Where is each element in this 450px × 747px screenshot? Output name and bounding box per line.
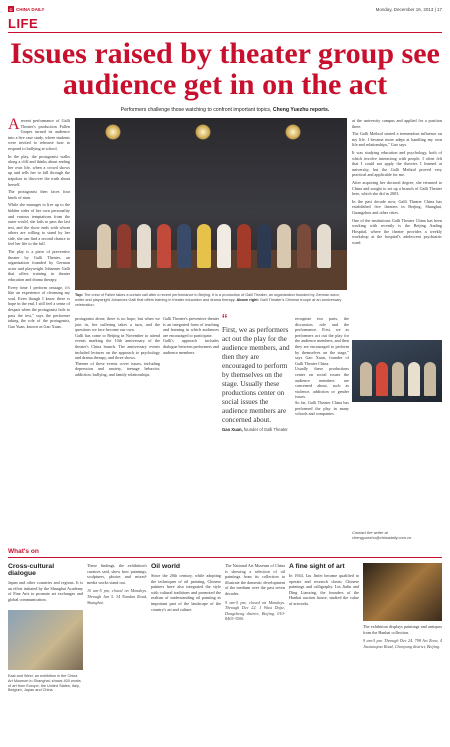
stage-photo bbox=[75, 118, 347, 290]
event-item-continued bbox=[87, 563, 147, 605]
byline: Cheng Yuezhu reports. bbox=[272, 107, 330, 113]
whats-on-header: What's on bbox=[8, 548, 442, 558]
stage-light-icon bbox=[195, 124, 211, 140]
paragraph: Galli Theater's preventive theater is an integrated form of teaching and learning in which audiences are encouraged to participate. bbox=[163, 316, 219, 338]
paragraph: In the past decade now, Galli Theater China has established five theaters in Beijing, Shanghai, Guangzhou and other cities. bbox=[352, 198, 442, 215]
paragraph: Galli has come to Beijing in November to attend events marking the 10th anniversary of the theater's China branch. The anniversary events included lectures on the approach to psychology and drama therapy, and three shows. bbox=[75, 332, 160, 361]
exhibition-caption: East and West, an exhibition in the China Art Museum in Shanghai, shows 400 works of art from Europe, the United States, Italy, Belgium, Japan and China. bbox=[8, 674, 81, 693]
paragraph: Themes of these events cover issues, including depression and anxiety, teenage behavior, addiction, bullying, and family relationships. bbox=[75, 360, 160, 377]
paragraph: Usually these productions center on social issues the audience members are concerned about, such as violence, addiction or gender issues. bbox=[295, 366, 349, 400]
event-item bbox=[289, 563, 359, 607]
masthead-logo bbox=[8, 6, 44, 12]
performer-figure bbox=[177, 224, 191, 268]
paragraph: It was studying education and psychology, both of which involve interacting with people. I often felt that I could not apply the theories I learned at university, but the Galli Method proved very practical and applicable for me. bbox=[352, 149, 442, 178]
paragraph: So far, Galli Theater China has performed the play in many schools and companies. bbox=[295, 399, 349, 417]
paragraph: While she manages to live up to the hidden sides of her own personality and various temptations from the outer world, she fails to pass the last test, and the show ends with whom others are willing to stand by her side, she can find a second chance to feel her life to the full. bbox=[8, 202, 70, 247]
performer-figure bbox=[137, 224, 151, 268]
article-column-2 bbox=[75, 316, 160, 378]
caption-text: The crew of Fallen takes a curtain call after a recent performance in Beijing. It is a production of Galli Theater, an organization founded by German actor, writer and playwright Johannes Galli that offers training in theater education and drama therapy. bbox=[75, 293, 340, 302]
paper-name: CHINA DAILY bbox=[16, 6, 45, 12]
photo-caption bbox=[75, 293, 347, 308]
article-column-4 bbox=[295, 316, 349, 417]
event-text: Japan and other countries and regions. It is an effort initiated by the Shanghai Academy of Fine Arts to promote art exchanges and global communication. bbox=[8, 580, 83, 602]
paragraph: recognize two parts, the discussion, role and the performance. First, we as performers act out the play for the audience members, and then they are encouraged to perform by themselves on the stage," says Gao Xuan, founder of Galli Theater China. bbox=[295, 316, 349, 366]
person-figure bbox=[360, 362, 372, 396]
date-page: Monday, December 16, 2013 | 17 bbox=[375, 6, 442, 12]
pull-quote-attribution bbox=[222, 427, 292, 432]
paragraph: The play is a piece of preventive theater by Galli Theater, an organization founded by German actor and playwright Johannes Galli that offers training in theater education and drama therapy. bbox=[8, 249, 70, 283]
stage-light-icon bbox=[285, 124, 301, 140]
paragraph: at the university campus and applied for a position there. bbox=[352, 118, 442, 129]
section-title: LIFE bbox=[8, 16, 39, 31]
caption-lead: Above right: bbox=[236, 298, 259, 302]
masthead-bar bbox=[8, 4, 442, 14]
lead-paragraph bbox=[8, 118, 70, 152]
event-item bbox=[8, 563, 83, 602]
contact-email[interactable]: chengyuezhu@chinadaily.com.cn bbox=[352, 535, 412, 541]
section-rule bbox=[8, 32, 442, 33]
article-column-left bbox=[8, 118, 70, 331]
paragraph: protagonist alone, there is no hope, but when we join in, her suffering takes a turn, and the questions we face become our own. bbox=[75, 316, 160, 333]
performer-figure bbox=[297, 224, 311, 268]
paragraph: In the play, the protagonist walks along a cliff and thinks about ending her own life, when a crowd shows up and tells her to fall through the trapdoor to discover the truth about herself. bbox=[8, 153, 70, 187]
troupe-photo bbox=[352, 340, 442, 402]
artwork-photo bbox=[363, 563, 442, 621]
pull-quote-name: Gao Xuan, bbox=[222, 427, 243, 432]
paragraph: The Galli Method started a tremendous influence on my life. I became more adept at handling my own life and relationships," Gao says. bbox=[352, 131, 442, 148]
article-column-3 bbox=[163, 316, 219, 355]
dek-text: Performers challenge those watching to confront important topics, bbox=[120, 107, 272, 113]
paragraph: Galli's approach includes dialogue between performers and audience members. bbox=[163, 338, 219, 355]
contact-box bbox=[352, 530, 442, 540]
headline: Issues raised by theater group see audience get in on the act bbox=[10, 37, 440, 101]
article-column-right bbox=[352, 118, 442, 247]
event-title: Oil world bbox=[151, 563, 181, 570]
paragraph: One of the institutions Galli Theater China has been working with recently is the Beijing Anding Hospital, where the theater provides a weekly workshop at the hospital's adolescent psychiatric ward. bbox=[352, 217, 442, 245]
event-text: In 1944, Liu Jinfei became qualified to operate and research classic Chinese paintings and calligraphy. Lin Jialin and Ding Lianxing, the founders of the Hanhai auction house, studied the value of artworks. bbox=[289, 573, 359, 606]
person-figure bbox=[392, 362, 404, 396]
event-text: The exhibition displays paintings and antiques from the Hanhai collection. bbox=[363, 624, 442, 635]
paragraph: After acquiring her doctoral degree, she returned to China and sought to set up a branch of Galli Theater here, which she did in 2003. bbox=[352, 179, 442, 197]
person-figure bbox=[408, 362, 420, 396]
performer-figure bbox=[257, 224, 271, 268]
contact-label: Contact the writer at bbox=[352, 530, 388, 535]
china-daily-logo-icon: C bbox=[9, 6, 13, 12]
person-figure bbox=[424, 362, 436, 396]
paragraph: The protagonist then faces four kinds of man. bbox=[8, 189, 70, 200]
quote-mark-icon: “ bbox=[222, 312, 228, 329]
pull-quote-role: founder of Galli Theater bbox=[243, 427, 288, 432]
person-figure bbox=[376, 362, 388, 396]
event-title: A fine sight of art bbox=[289, 563, 345, 570]
lead-text: recent performance of Galli Theater's production Fallen Grapes turned its audience into a live case study, where students were invited to rehearse how to respond to bullying at school. bbox=[8, 118, 70, 151]
performer-figure bbox=[277, 224, 291, 268]
stage-light-icon bbox=[105, 124, 121, 140]
caption-text: Galli Theater's Chinese troupe at an anniversary celebration. bbox=[75, 298, 342, 307]
performer-figure bbox=[157, 224, 171, 268]
performer-figure bbox=[217, 224, 231, 268]
event-item bbox=[151, 563, 221, 612]
performer-figure bbox=[237, 224, 251, 268]
event-text: Since the 20th century, while adopting the techniques of oil painting, Chinese painters have also integrated the style with cultural traditions and promoted the realism of understanding oil painting as important part of the landscape of the country's art and culture. bbox=[151, 573, 221, 612]
event-info: 9 am-5 pm. Through Dec 24. 798 Art Zone, 4 Jiuxianqiao Road, Chaoyang district, Beijing. bbox=[363, 638, 442, 649]
pull-quote bbox=[222, 312, 292, 432]
event-text: These findings, the exhibition's curators said, show how paintings, sculptures, photos and mixed-media works stand out. bbox=[87, 563, 147, 585]
event-info: 10 am-5 pm, closed on Mondays. Through Jan 5. 34 Nandan Road, Shanghai. bbox=[87, 588, 147, 605]
event-item-continued bbox=[225, 563, 285, 622]
pull-quote-text: First, we as performers act out the play for the audience members, and then they are encouraged to perform by themselves on the stage. Usually these productions center on social issues the audience members are concerned about. bbox=[222, 326, 290, 424]
paragraph: Every time I perform onstage, it's like an experience of cleansing my soul. Even though I know there is hope in the end, I still feel a sense of despair when the protagonist fails to pass the test," says the performer taking the role of the protagonist, Gao Yuan, known as Gao Xuan. bbox=[8, 284, 70, 329]
performer-figure bbox=[97, 224, 111, 268]
performer-figure bbox=[317, 224, 331, 268]
caption-lead: Top: bbox=[75, 293, 83, 297]
performer-figure bbox=[117, 224, 131, 268]
event-info: 9 am-5 pm, closed on Mondays. Through Dec 22. 1 Wusi Dajie, Dongcheng district, Beijing. 010-8403-3500. bbox=[225, 599, 285, 622]
drop-cap: A bbox=[8, 116, 20, 133]
dek bbox=[8, 107, 442, 113]
exhibition-photo bbox=[8, 610, 83, 670]
performer-figure bbox=[197, 224, 211, 268]
event-text: The National Art Museum of China is showing a selection of oil paintings from its collection to illustrate the domestic development of the medium over the past seven decades. bbox=[225, 563, 285, 596]
event-title: Cross-cultural dialogue bbox=[8, 563, 55, 577]
event-item-continued bbox=[363, 624, 442, 649]
